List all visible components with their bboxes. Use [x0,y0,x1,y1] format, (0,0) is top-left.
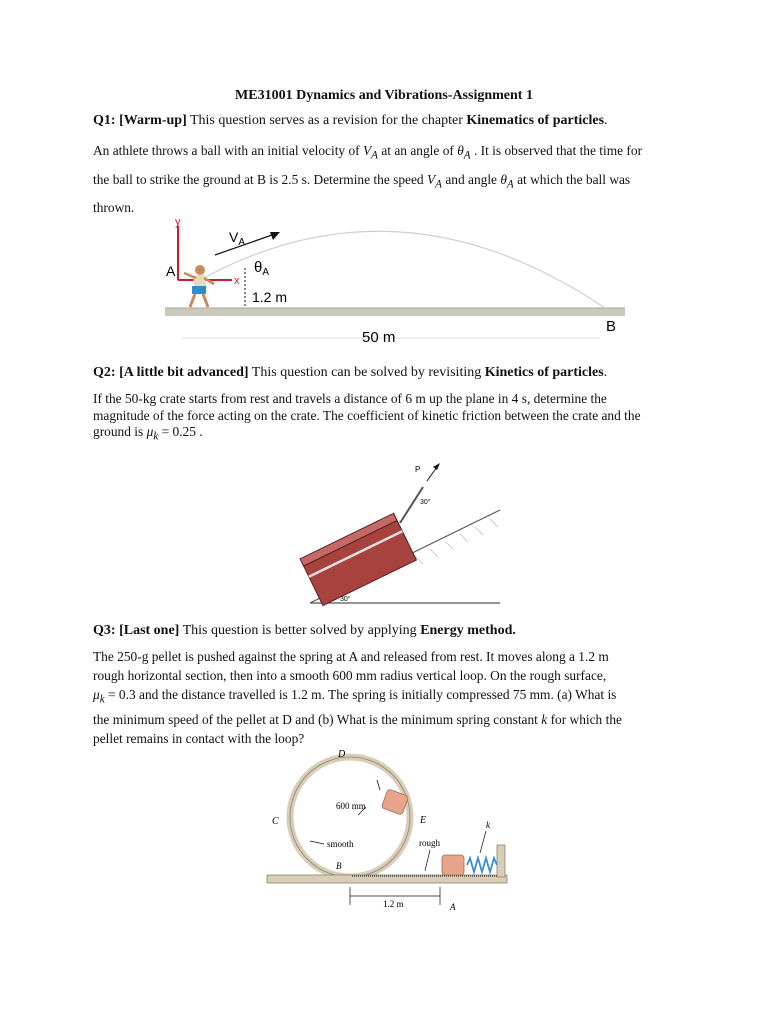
spring-k-label: k [486,820,490,830]
radius-label: 600 mm [336,801,366,811]
point-b-label: B [336,861,342,871]
q3-label: Q3: [93,623,116,638]
y-axis-label: y [175,216,181,228]
smooth-label: smooth [327,839,354,849]
q1-text: and angle [441,171,501,187]
q3-text: the minimum speed of the pellet at D and (b) What is the minimum spring constant [93,711,542,727]
q2-line-3 [93,424,678,445]
q2-crate-figure [265,455,505,610]
point-a-label: A [166,263,176,279]
spring [467,858,497,872]
angle-bottom-label: 30° [340,596,351,603]
q3-topic: Energy method. [420,623,516,638]
q1-projectile-figure [160,210,635,350]
va-symbol: V [362,143,372,158]
q3-line-3 [93,685,678,710]
k-pointer [480,831,486,853]
distance-label: 50 m [362,329,396,346]
q1-text: An athlete throws a ball with an initial velocity of [93,143,363,158]
angle-top-label: 30° [420,499,431,506]
q2-heading [93,365,607,381]
q1-text: at an angle of [378,143,458,158]
q2-text: ground is [93,424,147,439]
q2-intro: This question can be solved by revisiting [248,365,485,380]
q2-topic: Kinetics of particles [484,365,604,380]
q2-body [93,391,678,445]
q2-label: Q2: [93,365,116,380]
q3-intro: This question is better solved by applying [179,623,421,638]
q1-heading [93,113,608,129]
k-symbol: k [541,711,548,727]
q3-line-4 [93,710,678,729]
va-figure-label: $V_A$ [229,229,246,248]
force-p-label: P [415,465,421,474]
ground-strip [165,308,625,316]
mu-subscript: k [99,693,105,706]
vertical-loop [290,757,410,877]
end-wall [497,845,505,877]
q1-text: the ball to strike the ground at B is 2.5 s. Determine the speed [93,171,427,187]
q3-text: for which the [547,711,622,727]
q3-line-1: The 250-g pellet is pushed against the spring at A and released from rest. It moves along a 1.2 m [93,649,609,664]
length-label: 1.2 m [383,899,404,909]
mu-symbol: μ [93,687,100,702]
rough-label: rough [419,838,440,848]
q3-body [93,647,678,748]
theta-subscript: A [506,178,514,191]
height-label: 1.2 m [252,289,288,305]
q3-text: = 0.3 and the distance travelled is 1.2 m. The spring is initially compressed 75 mm. (a) What is [104,687,617,702]
q3-heading [93,623,516,639]
q1-line-3: thrown. [93,200,135,216]
force-arrow [427,467,437,481]
q3-line-2: rough horizontal section, then into a smooth 600 mm radius vertical loop. On the rough surface, [93,668,607,683]
q1-body [93,139,678,219]
q3-loop-figure [262,745,512,915]
athlete-figure [184,265,214,307]
smooth-pointer [310,841,324,844]
point-e-label: E [420,815,427,826]
theta-symbol: θ [500,171,507,187]
q1-label: Q1: [93,113,116,128]
point-c-label: C [272,816,279,827]
mu-symbol: μ [146,424,154,439]
q2-line-2: magnitude of the force acting on the crate. The coefficient of kinetic friction between the crate and the [93,407,641,423]
q1-line-2 [93,168,678,197]
q3-line-5: pellet remains in contact with the loop? [93,730,305,746]
theta-symbol: θ [457,143,464,158]
theta-figure-label: $\theta_A$ [254,259,270,278]
velocity-arrowhead [270,232,280,240]
point-a-label: A [450,902,456,912]
q3-tag: [Last one] [119,623,180,638]
q1-text: . It is observed that the time for [470,143,643,158]
force-arrowhead [433,463,440,470]
q1-line-1 [93,139,678,168]
q2-tag: [A little bit advanced] [119,365,249,380]
page-title: ME31001 Dynamics and Vibrations-Assignment 1 [235,88,533,103]
q1-topic-end: . [604,113,608,128]
loop-pointer [377,780,380,790]
q2-text: = 0.25 . [158,424,203,439]
q1-topic: Kinematics of particles [466,113,605,128]
rough-pointer [425,850,430,871]
va-subscript: A [371,149,378,162]
mu-subscript: k [153,430,159,443]
pellet-at-a [442,855,464,875]
x-axis-label: x [234,275,240,287]
va-symbol: V [426,171,436,187]
point-d-label: D [338,749,346,760]
q1-tag: [Warm-up] [119,113,187,128]
point-b-label: B [606,318,617,335]
q1-intro: This question serves as a revision for the chapter [186,113,467,128]
q2-topic-end: . [603,365,608,380]
va-subscript: A [435,178,442,191]
q1-text: at which the ball was [513,171,631,187]
q2-line-1: If the 50-kg crate starts from rest and travels a distance of 6 m up the plane in 4 s, determine the [93,391,607,406]
theta-subscript: A [463,149,471,162]
